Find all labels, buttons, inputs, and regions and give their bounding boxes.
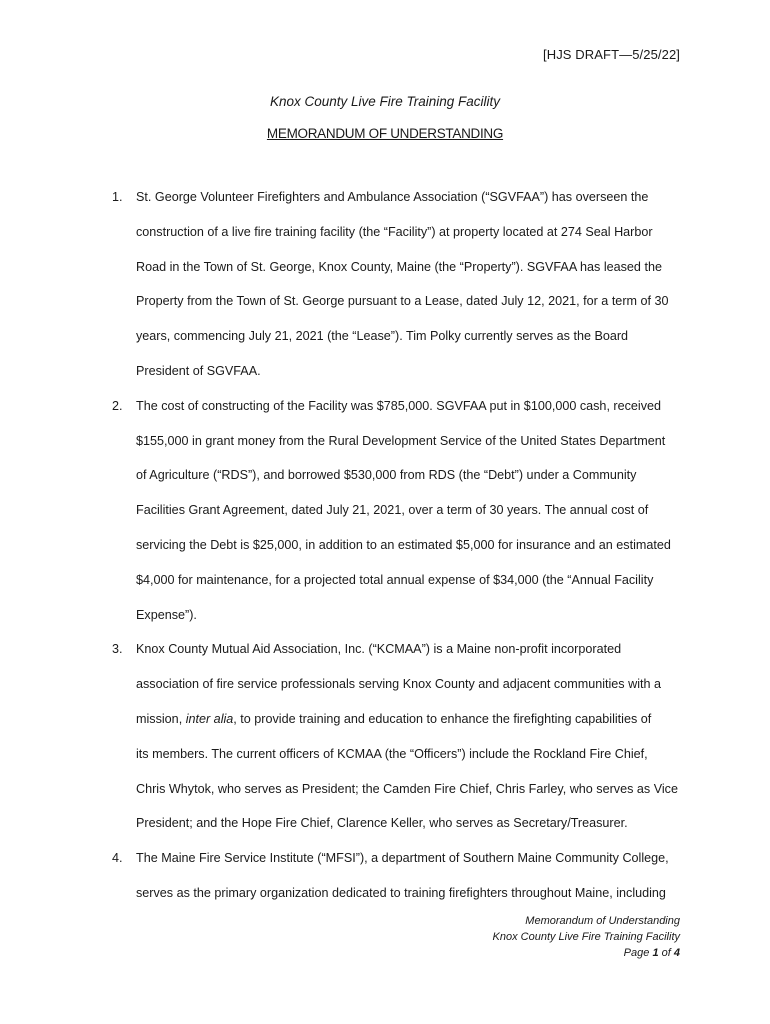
page-current: 1 [652,947,659,959]
document-subtitle: MEMORANDUM OF UNDERSTANDING [266,126,504,141]
footer-line-2: Knox County Live Fire Training Facility [492,931,680,943]
paragraph-number: 1. [112,190,123,204]
line-italic-text: inter alia [185,711,234,726]
footer-line-1: Memorandum of Understanding [525,915,680,927]
paragraph-line: $4,000 for maintenance, for a projected total annual expense of $34,000 (the “Annual Facility [136,572,654,587]
paragraph-line: servicing the Debt is $25,000, in addition to an estimated $5,000 for insurance and an estimated [136,537,671,552]
paragraph-4 [112,841,684,911]
paragraph-line: Road in the Town of St. George, Knox County, Maine (the “Property”). SGVFAA has leased the [136,259,662,274]
paragraph-number: 4. [112,851,123,866]
paragraph-line: The Maine Fire Service Institute (“MFSI”), a department of Southern Maine Community College, [136,851,669,866]
paragraph-line: years, commencing July 21, 2021 (the “Lease”). Tim Polky currently serves as the Board [136,329,629,344]
paragraph-line: Knox County Mutual Aid Association, Inc. (“KCMAA”) is a Maine non-profit incorporated [136,642,622,657]
page-footer [493,913,680,961]
paragraph-line: Property from the Town of St. George pursuant to a Lease, dated July 12, 2021, for a term of 30 [136,294,669,309]
paragraph-line: construction of a live fire training facility (the “Facility”) at property located at 274 Seal Harbor [136,224,653,239]
paragraph-line [136,702,684,737]
paragraph-line: $155,000 in grant money from the Rural Development Service of the United States Department [136,433,666,448]
paragraph-line: President; and the Hope Fire Chief, Clarence Keller, who serves as Secretary/Treasurer. [136,816,628,831]
paragraph-line: President of SGVFAA. [136,363,261,378]
paragraph-1 [112,180,684,389]
paragraph-line: association of fire service professionals serving Knox County and adjacent communities with a [136,677,662,692]
paragraph-line: St. George Volunteer Firefighters and Ambulance Association (“SGVFAA”) has overseen the [136,190,649,204]
page-label: Page [623,947,650,959]
line-text: , to provide training and education to enhance the firefighting capabilities of [233,711,652,726]
draft-tag: [HJS DRAFT—5/25/22] [543,47,680,62]
paragraph-line: Chris Whytok, who serves as President; the Camden Fire Chief, Chris Farley, who serves as Vice [136,781,678,796]
paragraph-number: 3. [112,642,123,657]
line-text: mission, [136,711,186,726]
paragraph-line: of Agriculture (“RDS”), and borrowed $530,000 from RDS (the “Debt”) under a Community [136,468,637,483]
paragraph-line: serves as the primary organization dedicated to training firefighters throughout Maine, including [136,885,666,900]
paragraph-line: Facilities Grant Agreement, dated July 21, 2021, over a term of 30 years. The annual cost of [136,503,649,518]
paragraph-2 [112,389,684,633]
paragraph-line: The cost of constructing of the Facility was $785,000. SGVFAA put in $100,000 cash, received [136,398,662,413]
page-of: of [661,947,671,959]
document-title: Knox County Live Fire Training Facility [269,94,501,109]
paragraph-line: Expense”). [136,607,197,622]
paragraph-number: 2. [112,398,123,413]
page-total: 4 [673,947,680,959]
paragraph-line: its members. The current officers of KCMAA (the “Officers”) include the Rockland Fire Chief, [136,746,648,761]
paragraph-3 [112,632,684,841]
paragraph-list [112,180,684,911]
page-number [493,945,680,961]
